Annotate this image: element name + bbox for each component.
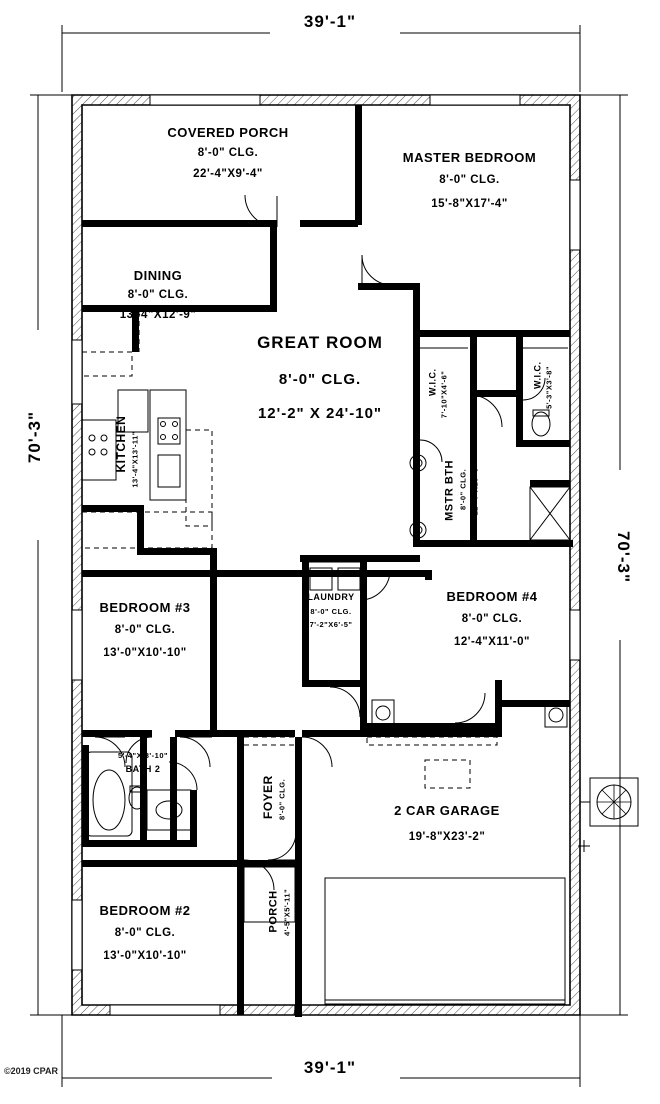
label-top-dimension: 39'-1" [303,12,357,31]
room-wic-2: W.I.C. [532,361,543,390]
label-right-dimension: 70'-3" [614,530,634,584]
room-laundry: LAUNDRY 8'-0" CLG. 7'-2"X6'-5" [307,592,355,630]
room-porch-size: 4'-5"X5'-11" [282,888,292,936]
room-wic-1-size: 7'-10"X4'-6" [439,370,449,419]
room-bath-2-size: 5'-4"X 8'-10" [117,751,169,760]
room-bedroom-3: BEDROOM #3 8'-0" CLG. 13'-0"X10'-10" [99,600,191,659]
label-left-dimension: 70'-3" [24,410,44,464]
room-great-room: GREAT ROOM 8'-0" CLG. 12'-2" X 24'-10" [257,333,383,422]
room-master-bath-size: 12'-4"X10'-9" [470,463,480,516]
room-kitchen: KITCHEN [113,415,128,473]
room-porch: PORCH [267,890,280,933]
room-master-bath: MSTR BTH [443,460,456,521]
room-foyer: FOYER [260,775,275,819]
room-bedroom-2: BEDROOM #2 8'-0" CLG. 13'-0"X10'-10" [99,903,191,962]
label-bottom-dimension: 39'-1" [303,1058,357,1077]
room-master-bath-ceiling: 8'-0" CLG. [458,468,468,511]
room-dining: DINING 8'-0" CLG. 13'-4"X12'-9" [119,268,197,321]
room-wic-1: W.I.C. [427,368,438,397]
room-master-bedroom: MASTER BEDROOM 8'-0" CLG. 15'-8"X17'-4" [402,150,537,210]
room-garage: 2 CAR GARAGE 19'-8"X23'-2" [394,803,500,844]
room-foyer-ceiling: 8'-0" CLG. [277,778,287,821]
room-wic-2-size: 5'-3"X3'-8" [544,365,554,409]
room-bath-2: BATH 2 [125,764,161,774]
room-covered-porch: COVERED PORCH 8'-0" CLG. 22'-4"X9'-4" [167,125,289,180]
room-kitchen-size: 13'-4"X13'-11" [130,431,140,488]
copyright-notice: ©2019 CPAR [4,1066,58,1076]
room-bedroom-4: BEDROOM #4 8'-0" CLG. 12'-4"X11'-0" [446,589,538,648]
